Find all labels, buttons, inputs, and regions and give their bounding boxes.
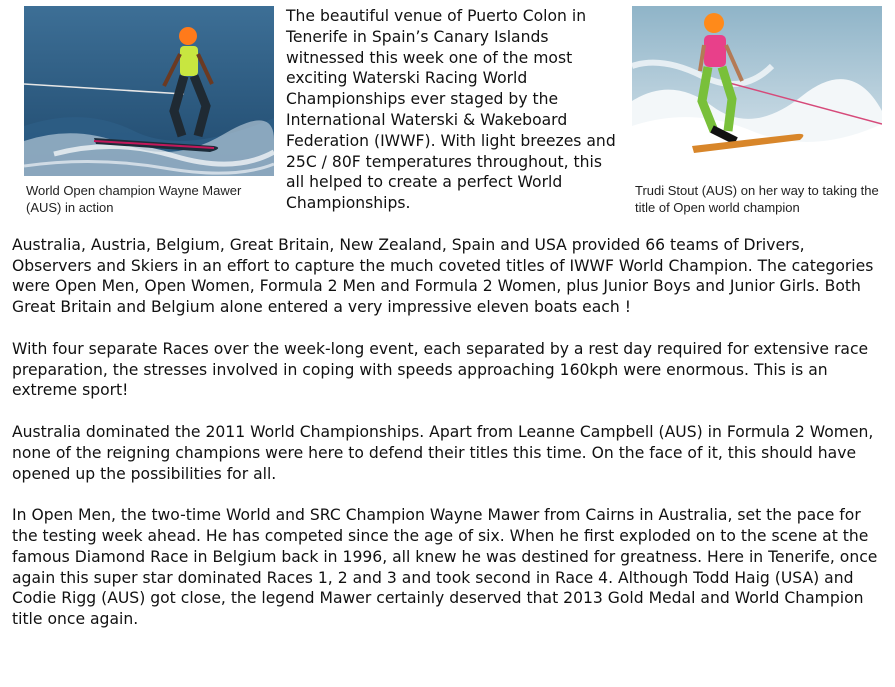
figure-wayne-mawer <box>24 6 274 216</box>
caption-wayne-mawer: World Open champion Wayne Mawer (AUS) in action <box>26 183 242 215</box>
article-paragraph-2: Australia, Austria, Belgium, Great Britain, New Zealand, Spain and USA provided 66 teams of Drivers, Observers and Skiers in an effort to capture the much coveted titles of IWWF World Champion. The categories were Open Men, Open Women, Formula 2 Men and Formula 2 Women, plus Junior Boys and Junior Girls. Both Great Britain and Belgium alone entered a very impressive eleven boats each ! <box>12 235 874 317</box>
caption-trudi-stout: Trudi Stout (AUS) on her way to taking the title of Open world champion <box>635 183 879 215</box>
article-paragraph-3: With four separate Races over the week-long event, each separated by a rest day required for extensive race preparation, the stresses involved in coping with speeds approaching 160kph were enormous. This is an extreme sport! <box>12 339 869 400</box>
article-paragraph-1: The beautiful venue of Puerto Colon in Tenerife in Spain’s Canary Islands witnessed this week one of the most exciting Waterski Racing World Championships ever staged by the International Waterski & Wakeboard Federation (IWWF). With light breezes and 25C / 80F temperatures throughout, this all helped to create a perfect World Championships. <box>286 7 616 213</box>
article-paragraph-4: Australia dominated the 2011 World Championships. Apart from Leanne Campbell (AUS) in Formula 2 Women, none of the reigning champions were here to defend their titles this time. On the face of it, this should have opened up the possibilities for all. <box>12 422 874 483</box>
article-page <box>12 6 882 630</box>
waterskier-photo-right <box>632 6 882 176</box>
waterskier-photo-left <box>24 6 274 176</box>
figure-trudi-stout <box>632 6 882 216</box>
article-paragraph-5: In Open Men, the two-time World and SRC Champion Wayne Mawer from Cairns in Australia, set the pace for the testing week ahead. He has competed since the age of six. When he first exploded on to the scene at the famous Diamond Race in Belgium back in 1996, all knew he was destined for greatness. Here in Tenerife, once again this super star dominated Races 1, 2 and 3 and took second in Race 4. Although Todd Haig (USA) and Codie Rigg (AUS) got close, the legend Mawer certainly deserved that 2013 Gold Medal and World Champion title once again. <box>12 506 878 629</box>
